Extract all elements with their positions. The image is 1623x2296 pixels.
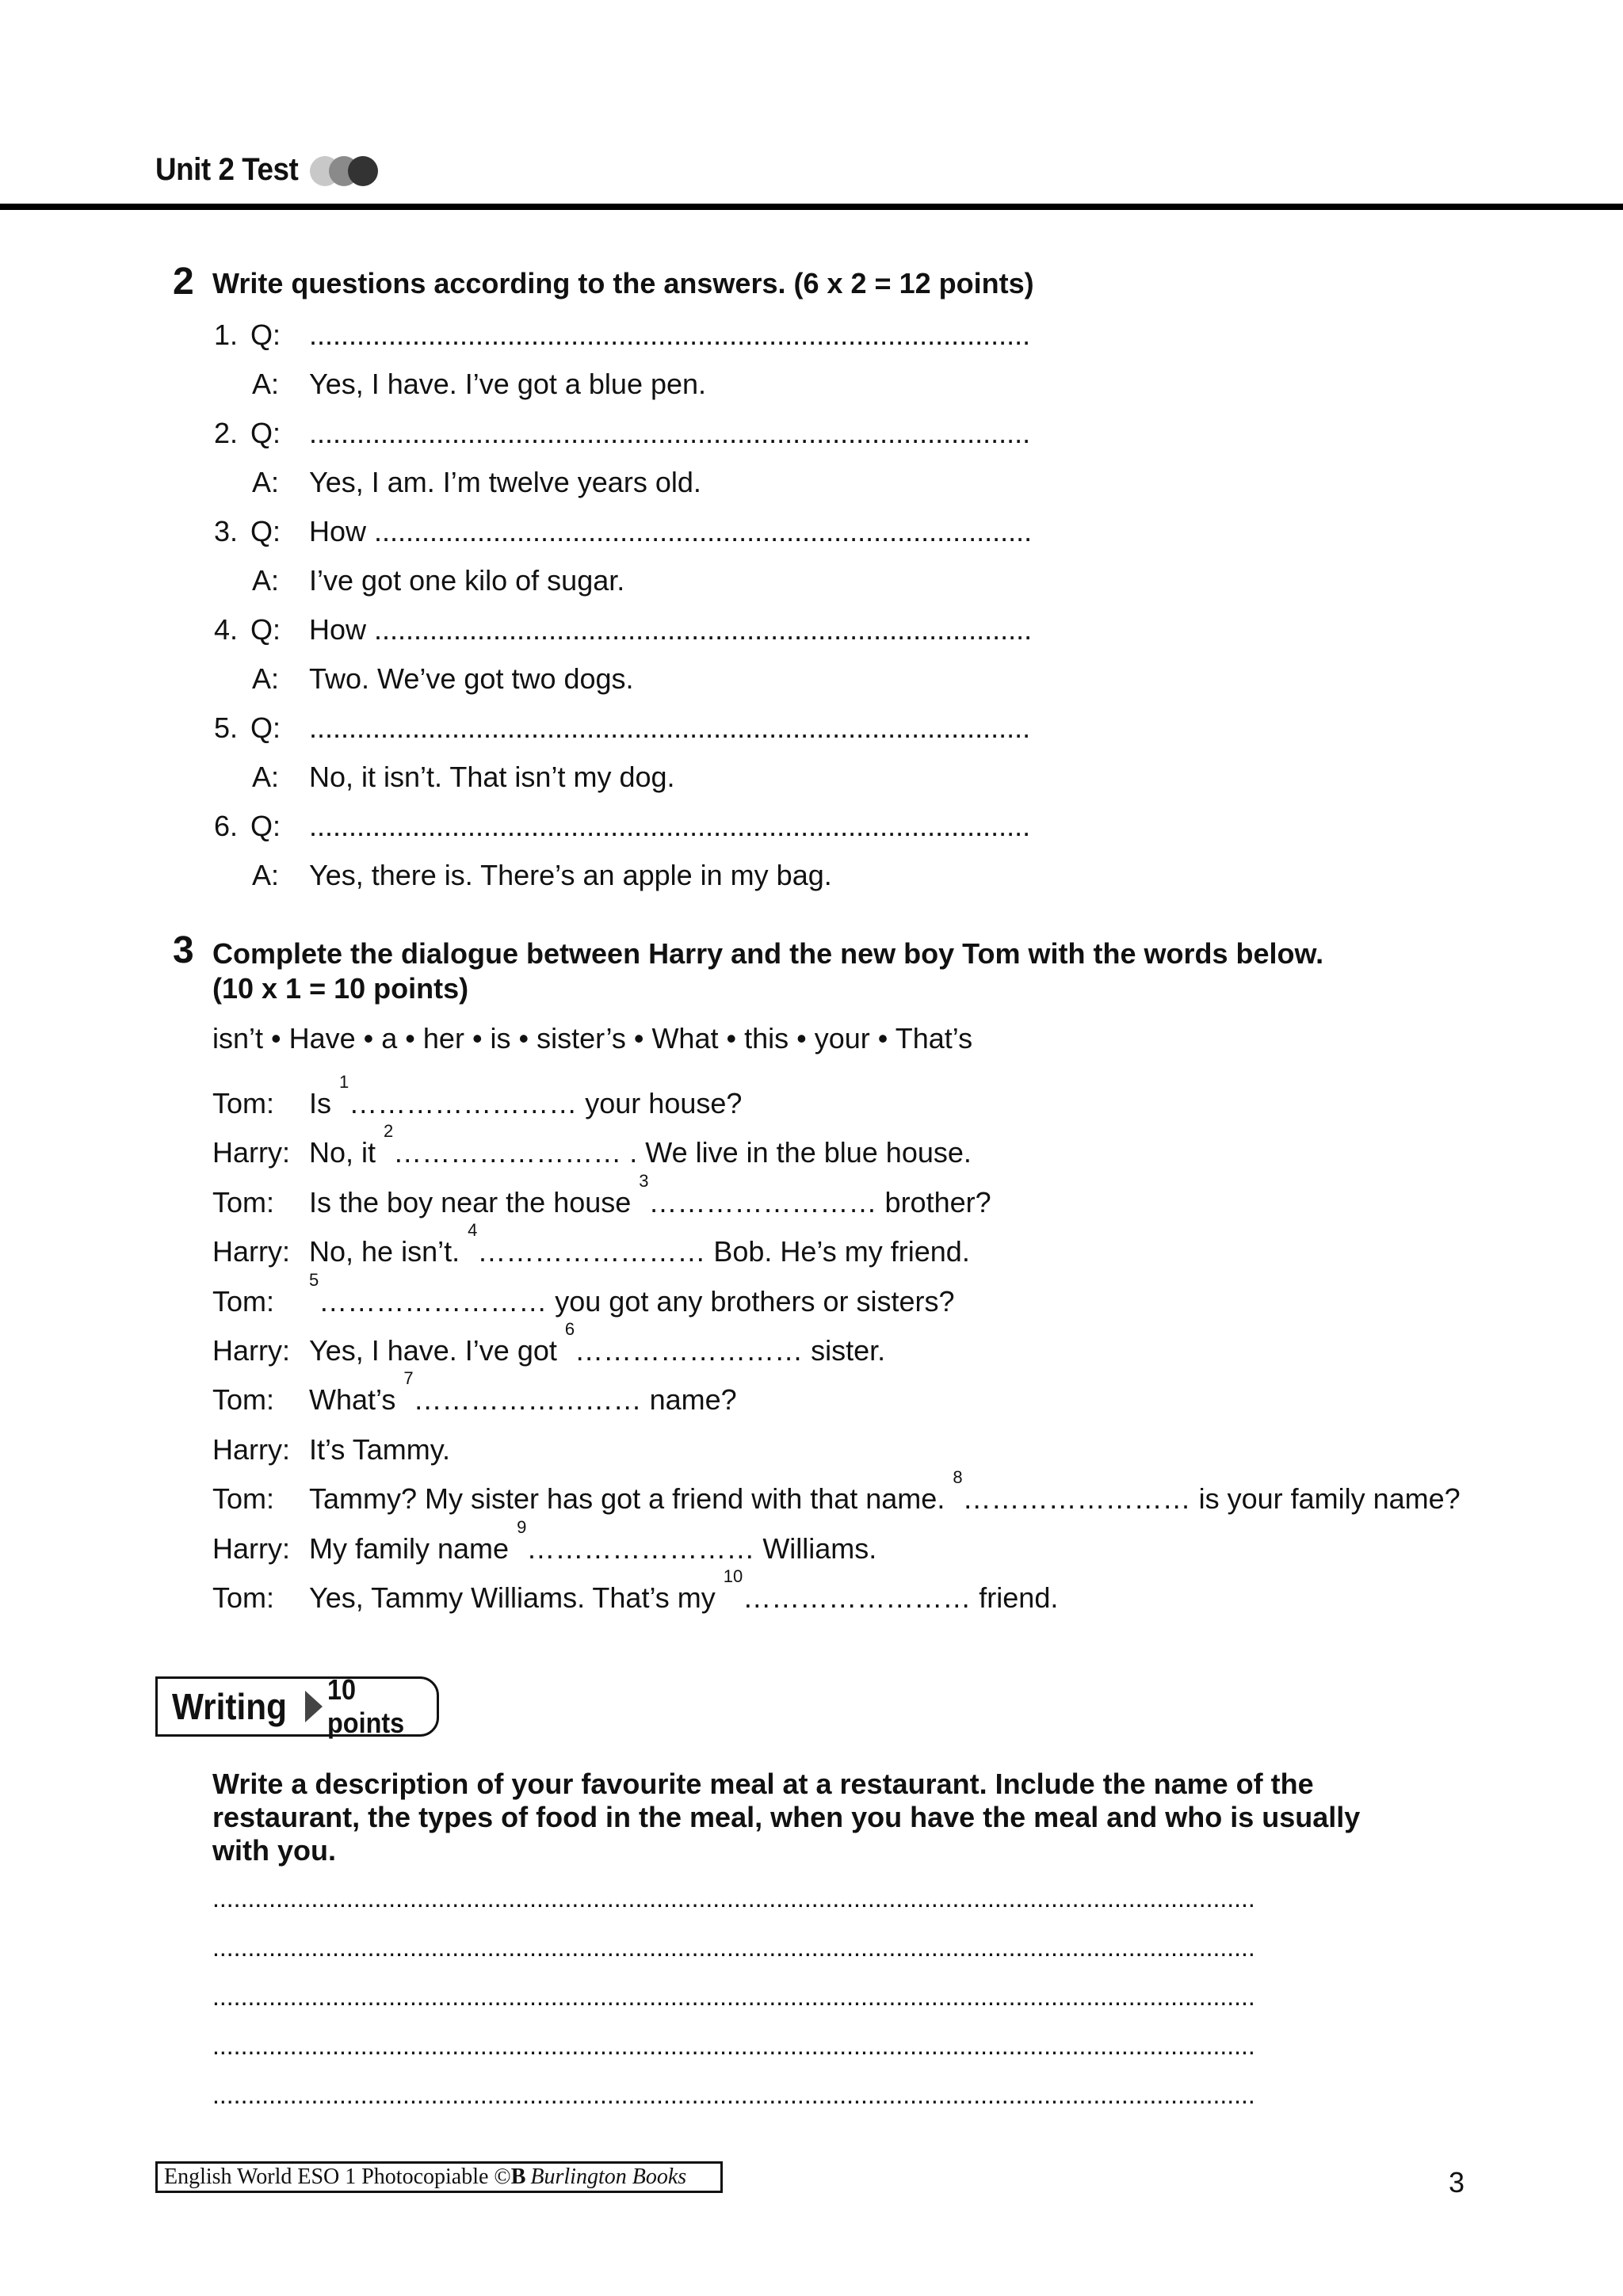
gap-blank[interactable]: …………………… — [477, 1235, 706, 1268]
dialogue-text-after: is your family name? — [1190, 1482, 1461, 1515]
question-blank[interactable]: ........................................................................................... — [309, 417, 1031, 449]
answer-label: A: — [252, 368, 280, 400]
dialogue-line — [309, 1121, 972, 1169]
question-number: 6. — [213, 810, 238, 842]
answer-label: A: — [252, 466, 280, 498]
gap-number: 3 — [639, 1171, 649, 1191]
dialogue-text-after: your house? — [577, 1087, 743, 1119]
question-number: 4. — [213, 613, 238, 646]
question-number: 3. — [213, 515, 238, 547]
question-label: Q: — [250, 711, 281, 744]
dialogue-speaker: Tom: — [212, 1581, 275, 1614]
answer-text: Two. We’ve got two dogs. — [309, 662, 634, 695]
question-number: 1. — [213, 318, 238, 351]
dialogue-line — [309, 1517, 877, 1566]
answer-label: A: — [252, 761, 280, 793]
question-label: Q: — [250, 417, 281, 449]
gap-blank[interactable]: …………………… — [349, 1087, 578, 1119]
dialogue-text-after: Bob. He’s my friend. — [705, 1235, 970, 1268]
dialogue-speaker: Tom: — [212, 1383, 275, 1416]
answer-text: I’ve got one kilo of sugar. — [309, 564, 625, 597]
gap-number: 5 — [309, 1270, 319, 1290]
dialogue-text-before: It’s Tammy. — [309, 1433, 451, 1466]
dialogue-line — [309, 1319, 886, 1367]
gap-number: 10 — [723, 1566, 743, 1586]
triangle-right-icon — [305, 1691, 323, 1722]
header-rule — [0, 204, 1623, 210]
answer-label: A: — [252, 564, 280, 597]
writing-title: Writing — [172, 1686, 287, 1727]
gap-blank[interactable]: …………………… — [575, 1334, 804, 1367]
gap-number: 8 — [953, 1467, 963, 1487]
dialogue-text-after: name? — [641, 1383, 737, 1416]
writing-answer-line[interactable]: .................................................................................................................................................... — [212, 1982, 1255, 2009]
gap-blank[interactable]: …………………… — [743, 1581, 972, 1614]
gap-blank[interactable]: …………………… — [393, 1136, 622, 1169]
page-header-title: Unit 2 Test — [155, 152, 299, 187]
answer-text: No, it isn’t. That isn’t my dog. — [309, 761, 675, 793]
dialogue-text-before: Is — [309, 1087, 340, 1119]
dialogue-speaker: Tom: — [212, 1087, 275, 1119]
writing-answer-line[interactable]: .................................................................................................................................................... — [212, 2081, 1255, 2107]
section-3-number: 3 — [173, 929, 194, 971]
dialogue-text-before: Is the boy near the house — [309, 1186, 640, 1219]
question-blank[interactable]: ........................................................................................... — [309, 318, 1031, 351]
writing-answer-line[interactable]: .................................................................................................................................................... — [212, 1884, 1255, 1911]
gap-number: 2 — [384, 1121, 394, 1141]
dialogue-text-after: sister. — [803, 1334, 886, 1367]
dialogue-line — [309, 1467, 1461, 1516]
section-3-instruction-line1: Complete the dialogue between Harry and the new boy Tom with the words below. — [212, 937, 1324, 970]
question-blank[interactable]: How ................................................................................... — [309, 613, 1033, 646]
answer-label: A: — [252, 859, 280, 891]
dialogue-text-after: . We live in the blue house. — [621, 1136, 972, 1169]
gap-blank[interactable]: …………………… — [319, 1285, 548, 1318]
dialogue-speaker: Tom: — [212, 1482, 275, 1515]
question-label: Q: — [250, 810, 281, 842]
dialogue-line — [309, 1433, 450, 1466]
dialogue-text-before: My family name — [309, 1532, 517, 1565]
footer-brand: Burlington Books — [530, 2164, 687, 2189]
dialogue-text-before: No, he isn’t. — [309, 1235, 468, 1268]
gap-number: 7 — [403, 1368, 414, 1388]
footer-copyright — [155, 2161, 723, 2193]
dialogue-line — [309, 1220, 970, 1268]
question-label: Q: — [250, 515, 281, 547]
question-label: Q: — [250, 613, 281, 646]
dialogue-speaker: Tom: — [212, 1186, 275, 1219]
dialogue-line — [309, 1171, 991, 1219]
dialogue-speaker: Harry: — [212, 1433, 290, 1466]
dialogue-text-after: brother? — [876, 1186, 991, 1219]
dialogue-speaker: Tom: — [212, 1285, 275, 1318]
writing-instruction-line1: Write a description of your favourite meal at a restaurant. Include the name of the — [212, 1768, 1314, 1800]
dialogue-text-after: Williams. — [754, 1532, 877, 1565]
section-2-number: 2 — [173, 261, 194, 303]
gap-number: 6 — [564, 1319, 575, 1339]
dialogue-text-before: What’s — [309, 1383, 404, 1416]
question-number: 2. — [213, 417, 238, 449]
page-number: 3 — [1449, 2166, 1465, 2199]
dialogue-text-before: Tammy? My sister has got a friend with that name. — [309, 1482, 953, 1515]
dialogue-text-before: Yes, Tammy Williams. That’s my — [309, 1581, 724, 1614]
dialogue-line — [309, 1368, 737, 1417]
dialogue-line — [309, 1270, 955, 1318]
gap-number: 1 — [339, 1072, 349, 1092]
burlington-logo-icon: B — [510, 2164, 526, 2189]
dialogue-speaker: Harry: — [212, 1235, 290, 1268]
dialogue-text-after: you got any brothers or sisters? — [547, 1285, 955, 1318]
question-blank[interactable]: ........................................................................................... — [309, 711, 1031, 744]
writing-answer-line[interactable]: .................................................................................................................................................... — [212, 1933, 1255, 1960]
section-2-instruction: Write questions according to the answers. (6 x 2 = 12 points) — [212, 267, 1034, 299]
word-bank: isn’t • Have • a • her • is • sister’s • What • this • your • That’s — [212, 1022, 973, 1055]
question-label: Q: — [250, 318, 281, 351]
dialogue-line — [309, 1072, 743, 1120]
gap-number: 9 — [517, 1517, 527, 1537]
writing-instruction-line3: with you. — [212, 1834, 336, 1867]
dialogue-text-before: No, it — [309, 1136, 384, 1169]
answer-text: Yes, I have. I’ve got a blue pen. — [309, 368, 707, 400]
dialogue-speaker: Harry: — [212, 1532, 290, 1565]
section-3-instruction-line2: (10 x 1 = 10 points) — [212, 972, 469, 1005]
gap-blank[interactable]: …………………… — [526, 1532, 755, 1565]
writing-instruction-line2: restaurant, the types of food in the meal, when you have the meal and who is usually — [212, 1801, 1361, 1833]
answer-text: Yes, there is. There’s an apple in my bag. — [309, 859, 832, 891]
unit-circles-icon — [309, 154, 388, 189]
gap-blank[interactable]: …………………… — [648, 1186, 877, 1219]
footer-text: English World ESO 1 Photocopiable © — [164, 2164, 511, 2189]
answer-text: Yes, I am. I’m twelve years old. — [309, 466, 701, 498]
question-blank[interactable]: ........................................................................................... — [309, 810, 1031, 842]
writing-answer-line[interactable]: .................................................................................................................................................... — [212, 2031, 1255, 2058]
dialogue-text-after: friend. — [971, 1581, 1059, 1614]
gap-number: 4 — [468, 1220, 478, 1240]
gap-blank[interactable]: …………………… — [413, 1383, 642, 1416]
question-blank[interactable]: How ................................................................................... — [309, 515, 1033, 547]
dialogue-text-before: Yes, I have. I’ve got — [309, 1334, 565, 1367]
writing-section-badge — [155, 1673, 439, 1739]
dialogue-speaker: Harry: — [212, 1334, 290, 1367]
dialogue-speaker: Harry: — [212, 1136, 290, 1169]
answer-label: A: — [252, 662, 280, 695]
gap-blank[interactable]: …………………… — [962, 1482, 1191, 1515]
dialogue-line — [309, 1566, 1059, 1615]
writing-points: 10 points — [327, 1673, 404, 1739]
question-number: 5. — [213, 711, 238, 744]
